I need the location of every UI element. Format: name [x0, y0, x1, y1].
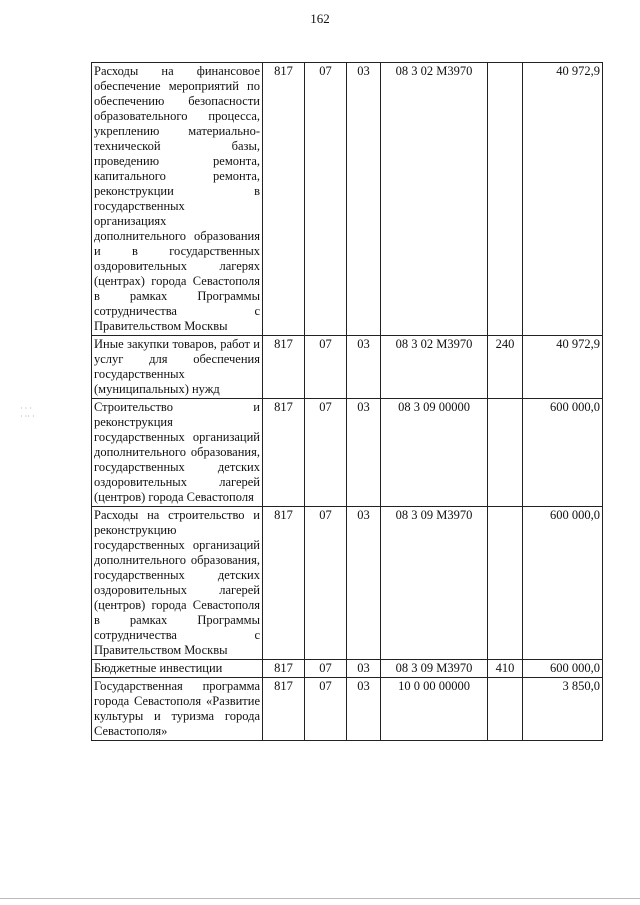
- target-article-cell: 08 3 09 M3970: [381, 660, 488, 678]
- table-row: [92, 63, 603, 336]
- section-code-cell: 07: [305, 660, 347, 678]
- expense-type-cell: [488, 678, 523, 741]
- subsection-code-cell: 03: [347, 336, 381, 399]
- table-row: [92, 678, 603, 741]
- amount-cell: 40 972,9: [523, 336, 603, 399]
- subsection-code-cell: 03: [347, 678, 381, 741]
- subsection-code-cell: 03: [347, 399, 381, 507]
- ministry-code-cell: 817: [263, 678, 305, 741]
- section-code-cell: 07: [305, 336, 347, 399]
- row-name-cell: Бюджетные инвестиции: [92, 660, 263, 678]
- amount-cell: 600 000,0: [523, 399, 603, 507]
- row-name-cell: Государственная программа города Севастополя «Развитие культуры и туризма города Севастополя»: [92, 678, 263, 741]
- table-row: [92, 660, 603, 678]
- target-article-cell: 08 3 02 M3970: [381, 336, 488, 399]
- target-article-cell: 08 3 02 M3970: [381, 63, 488, 336]
- row-name-cell: Расходы на строительство и реконструкцию государственных организаций дополнительного образования, государственных детских оздоровительных лагерей (центров) города Севастополя в рамках Программы сотрудничества с Правительством Москвы: [92, 507, 263, 660]
- row-name-cell: Расходы на финансовое обеспечение мероприятий по обеспечению безопасности образовательного процесса, укреплению материально-технической базы, проведению ремонта, капитального ремонта, реконструкции в государственных организациях дополнительного образования и в государственных оздоровительных лагерях (центрах) города Севастополя в рамках Программы сотрудничества с Правительством Москвы: [92, 63, 263, 336]
- amount-cell: 40 972,9: [523, 63, 603, 336]
- table-row: [92, 507, 603, 660]
- section-code-cell: 07: [305, 399, 347, 507]
- ministry-code-cell: 817: [263, 336, 305, 399]
- target-article-cell: 10 0 00 00000: [381, 678, 488, 741]
- subsection-code-cell: 03: [347, 660, 381, 678]
- ministry-code-cell: 817: [263, 660, 305, 678]
- ministry-code-cell: 817: [263, 399, 305, 507]
- subsection-code-cell: 03: [347, 63, 381, 336]
- page-bottom-edge: [0, 898, 640, 899]
- row-name-cell: Иные закупки товаров, работ и услуг для обеспечения государственных (муниципальных) нужд: [92, 336, 263, 399]
- expense-type-cell: [488, 399, 523, 507]
- target-article-cell: 08 3 09 00000: [381, 399, 488, 507]
- section-code-cell: 07: [305, 63, 347, 336]
- amount-cell: 600 000,0: [523, 660, 603, 678]
- amount-cell: 600 000,0: [523, 507, 603, 660]
- expense-type-cell: 410: [488, 660, 523, 678]
- expense-type-cell: 240: [488, 336, 523, 399]
- expense-type-cell: [488, 507, 523, 660]
- section-code-cell: 07: [305, 678, 347, 741]
- budget-table: [91, 62, 603, 741]
- subsection-code-cell: 03: [347, 507, 381, 660]
- section-code-cell: 07: [305, 507, 347, 660]
- target-article-cell: 08 3 09 M3970: [381, 507, 488, 660]
- page-number: 162: [310, 11, 330, 26]
- expense-type-cell: [488, 63, 523, 336]
- ministry-code-cell: 817: [263, 63, 305, 336]
- row-name-cell: Строительство и реконструкция государственных организаций дополнительного образования, государственных детских оздоровительных лагерей (центров) города Севастополя: [92, 399, 263, 507]
- ministry-code-cell: 817: [263, 507, 305, 660]
- table-row: [92, 336, 603, 399]
- scan-artifact: · · · · ·· ·: [20, 404, 35, 421]
- table-row: [92, 399, 603, 507]
- amount-cell: 3 850,0: [523, 678, 603, 741]
